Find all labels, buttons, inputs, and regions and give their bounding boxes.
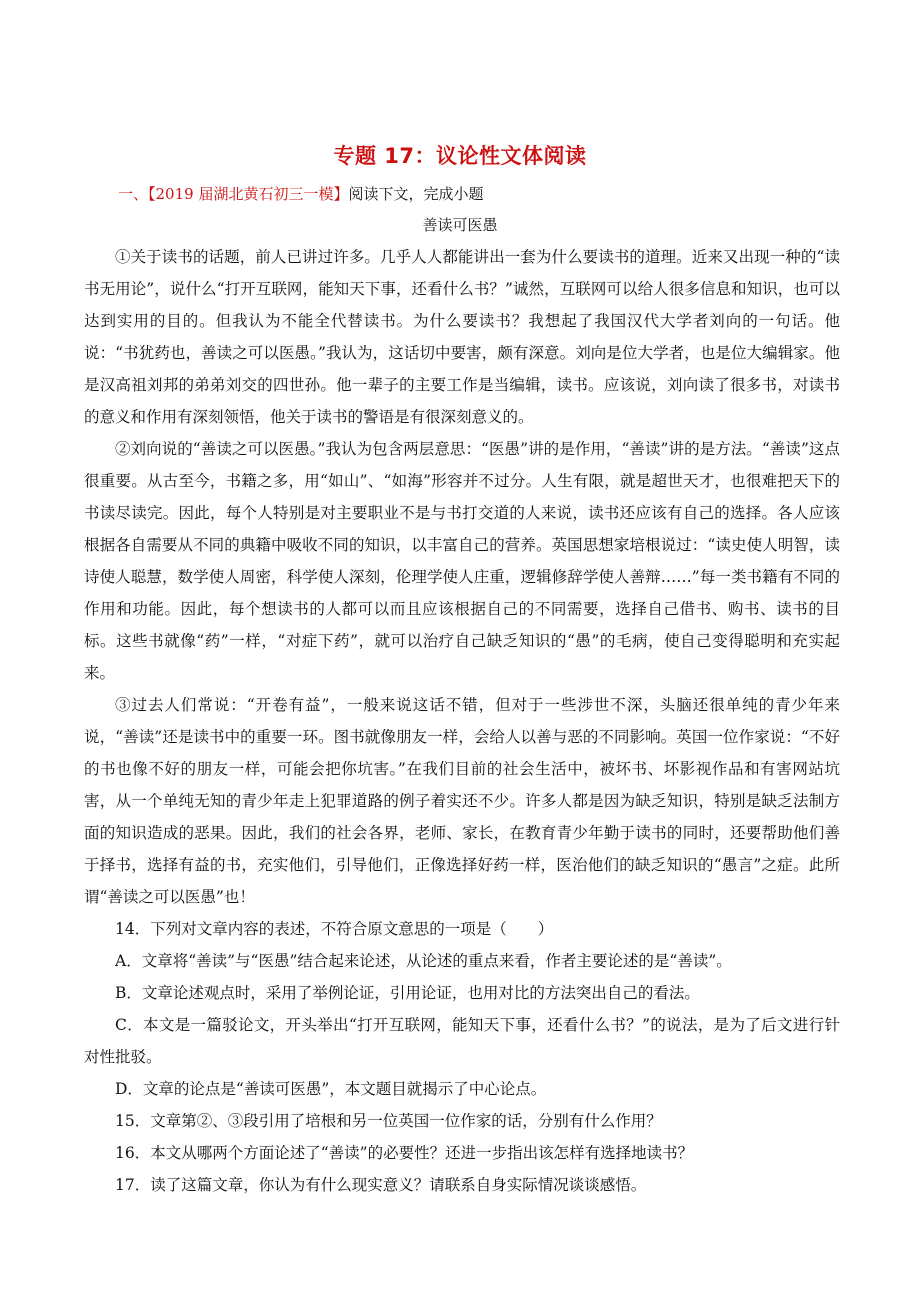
section-prefix: 一、 <box>118 185 149 203</box>
question-14: 14．下列对文章内容的表述，不符合原文意思的一项是（ ） <box>115 920 554 938</box>
question-14-option-d: D．文章的论点是“善读可医愚”，本文题目就揭示了中心论点。 <box>115 1080 547 1098</box>
section-instruction: 阅读下文，完成小题 <box>348 185 484 203</box>
question-17: 17．读了这篇文章，你认为有什么现实意义？请联系自身实际情况谈谈感悟。 <box>115 1176 647 1194</box>
section-source: 【2019 届湖北黄石初三一模】 <box>148 185 349 203</box>
question-14-option-b: B．文章论述观点时，采用了举例论证，引用论证，也用对比的方法突出自己的看法。 <box>115 984 700 1002</box>
essay-body <box>84 241 840 1201</box>
essay-paragraph-2: ②刘向说的“善读之可以医愚。”我认为包含两层意思：“医愚”讲的是作用，“善读”讲的是方法。“善读”这点很重要。从古至今，书籍之多，用“如山”、“如海”形容并不过分。人生有限，就是超世天才，也很难把天下的书读尽读完。因此，每个人特别是对主要职业不是与书打交道的人来说，读书还应该有自己的选择。各人应该根据各自需要从不同的典籍中吸收不同的知识，以丰富自己的营养。英国思想家培根说过：“读史使人明智，读诗使人聪慧，数学使人周密，科学使人深刻，伦理学使人庄重，逻辑修辞学使人善辩……”每一类书籍有不同的作用和功能。因此，每个想读书的人都可以而且应该根据自己的不同需要，选择自己借书、购书、读书的目标。这些书就像“药”一样，“对症下药”，就可以治疗自己缺乏知识的“愚”的毛病，使自己变得聪明和充实起来。 <box>84 440 840 682</box>
essay-title: 善读可医愚 <box>422 216 498 234</box>
essay-paragraph-3: ③过去人们常说：“开卷有益”，一般来说这话不错，但对于一些涉世不深，头脑还很单纯的青少年来说，“善读”还是读书中的重要一环。图书就像朋友一样，会给人以善与恶的不同影响。英国一位作家说：“不好的书也像不好的朋友一样，可能会把你坑害。”在我们目前的社会生活中，被坏书、坏影视作品和有害网站坑害，从一个单纯无知的青少年走上犯罪道路的例子着实还不少。许多人都是因为缺乏知识，特别是缺乏法制方面的知识造成的恶果。因此，我们的社会各界，老师、家长，在教育青少年勤于读书的同时，还要帮助他们善于择书，选择有益的书，充实他们，引导他们，正像选择好药一样，医治他们的缺乏知识的“愚言”之症。此所谓“善读之可以医愚”也！ <box>84 696 840 906</box>
essay-paragraph-1: ①关于读书的话题，前人已讲过许多。几乎人人都能讲出一套为什么要读书的道理。近来又出现一种的“读书无用论”，说什么“打开互联网，能知天下事，还看什么书？”诚然，互联网可以给人很多信息和知识，也可以达到实用的目的。但我认为不能全代替读书。为什么要读书？我想起了我国汉代大学者刘向的一句话。他说：“书犹药也，善读之可以医愚。”我认为，这话切中要害，颇有深意。刘向是位大学者，也是位大编辑家。他是汉高祖刘邦的弟弟刘交的四世孙。他一辈子的主要工作是当编辑，读书。应该说，刘向读了很多书，对读书的意义和作用有深刻领悟，他关于读书的警语是有很深刻意义的。 <box>84 248 840 426</box>
question-14-option-a: A．文章将“善读”与“医愚”结合起来论述，从论述的重点来看，作者主要论述的是“善读”。 <box>115 952 732 970</box>
question-14-option-c: C．本文是一篇驳论文，开头举出“打开互联网，能知天下事，还看什么书？”的说法，是为了后文进行针对性批驳。 <box>84 1016 840 1066</box>
question-16: 16．本文从哪两个方面论述了“善读”的必要性？还进一步指出该怎样有选择地读书？ <box>115 1144 694 1162</box>
section-heading <box>118 183 483 205</box>
question-15: 15．文章第②、③段引用了培根和另一位英国一位作家的话，分别有什么作用？ <box>115 1112 662 1130</box>
page-title: 专题 17：议论性文体阅读 <box>333 144 587 168</box>
